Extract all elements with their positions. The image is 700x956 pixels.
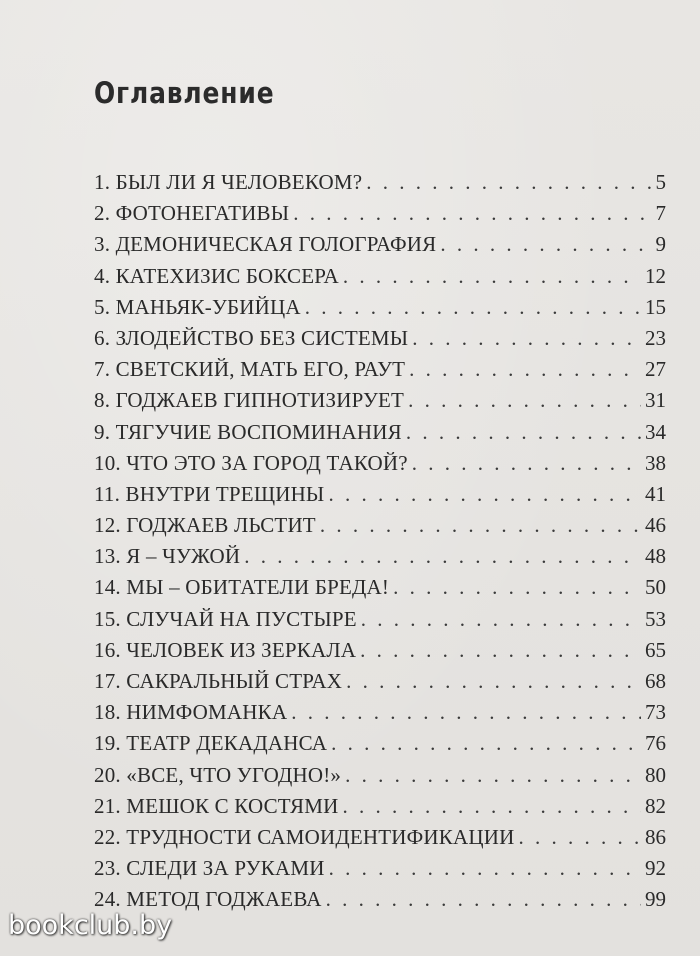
toc-entry xyxy=(94,728,666,759)
toc-entry-title: 21. МЕШОК С КОСТЯМИ xyxy=(94,793,339,818)
toc-leader-dots xyxy=(409,354,641,385)
toc-entry-page: 76 xyxy=(645,731,666,756)
toc-entry-title: 8. ГОДЖАЕВ ГИПНОТИЗИРУЕТ xyxy=(94,388,405,413)
toc-entry xyxy=(94,884,666,915)
toc-entry xyxy=(94,323,666,354)
toc-entry xyxy=(94,572,666,603)
toc-leader-dots xyxy=(412,448,641,479)
toc-leader-dots xyxy=(328,479,641,510)
toc-leader-dots xyxy=(342,791,641,822)
toc-entry xyxy=(94,198,666,229)
toc-entry-page: 73 xyxy=(645,700,666,725)
toc-entry-page: 27 xyxy=(645,357,666,382)
toc-entry-page: 46 xyxy=(645,513,666,538)
toc-entry xyxy=(94,760,666,791)
toc-leader-dots xyxy=(293,198,651,229)
toc-entry-title: 7. СВЕТСКИЙ, МАТЬ ЕГО, РАУТ xyxy=(94,357,406,382)
toc-entry-title: 15. СЛУЧАЙ НА ПУСТЫРЕ xyxy=(94,606,357,631)
toc-entry-title: 12. ГОДЖАЕВ ЛЬСТИТ xyxy=(94,513,316,538)
toc-entry-title: 4. КАТЕХИЗИС БОКСЕРА xyxy=(94,263,339,288)
toc-entry xyxy=(94,354,666,385)
toc-entry xyxy=(94,541,666,572)
toc-entry xyxy=(94,697,666,728)
toc-entry xyxy=(94,261,666,292)
toc-entry-title: 19. ТЕАТР ДЕКАДАНСА xyxy=(94,731,328,756)
toc-entry-page: 38 xyxy=(645,450,666,475)
toc-entry xyxy=(94,229,666,260)
toc-entry-page: 12 xyxy=(645,263,666,288)
toc-entry-page: 34 xyxy=(645,419,666,444)
toc-leader-dots xyxy=(326,884,641,915)
toc-entry-title: 1. БЫЛ ЛИ Я ЧЕЛОВЕКОМ? xyxy=(94,170,363,194)
toc-leader-dots xyxy=(518,822,641,853)
toc-leader-dots xyxy=(244,541,641,572)
toc-entry-title: 14. МЫ – ОБИТАТЕЛИ БРЕДА! xyxy=(94,575,390,600)
toc-entry xyxy=(94,448,666,479)
toc-leader-dots xyxy=(320,510,641,541)
toc-entry-title: 10. ЧТО ЭТО ЗА ГОРОД ТАКОЙ? xyxy=(94,450,408,475)
toc-leader-dots xyxy=(406,417,641,448)
toc-leader-dots xyxy=(305,292,641,323)
toc-entry xyxy=(94,292,666,323)
toc-leader-dots xyxy=(412,323,641,354)
toc-entry xyxy=(94,385,666,416)
toc-entry-title: 16. ЧЕЛОВЕК ИЗ ЗЕРКАЛА xyxy=(94,637,357,662)
toc-entry-page: 82 xyxy=(645,793,666,818)
toc-entry-title: 23. СЛЕДИ ЗА РУКАМИ xyxy=(94,856,325,881)
toc-entry-page: 23 xyxy=(645,325,666,350)
toc-leader-dots xyxy=(440,229,651,260)
toc-entry-title: 17. САКРАЛЬНЫЙ СТРАХ xyxy=(94,669,343,693)
toc-entry-page: 86 xyxy=(645,824,666,849)
toc-entry-page: 65 xyxy=(645,637,666,662)
toc-entry-page: 41 xyxy=(645,481,666,506)
toc-leader-dots xyxy=(345,760,641,791)
toc-entry-title: 24. МЕТОД ГОДЖАЕВА xyxy=(94,887,322,912)
toc-leader-dots xyxy=(408,385,641,416)
toc-entry-title: 18. НИМФОМАНКА xyxy=(94,700,288,725)
toc-entry-title: 20. «ВСЕ, ЧТО УГОДНО!» xyxy=(94,762,342,787)
toc-entry-page: 68 xyxy=(645,669,666,693)
toc-entry xyxy=(94,167,666,198)
toc-leader-dots xyxy=(329,853,641,884)
toc-entry-page: 5 xyxy=(655,170,666,194)
toc-leader-dots xyxy=(360,635,641,666)
toc-leader-dots xyxy=(361,604,641,635)
toc-entry-title: 5. МАНЬЯК-УБИЙЦА xyxy=(94,294,301,319)
toc-leader-dots xyxy=(343,261,641,292)
toc-entry xyxy=(94,479,666,510)
toc-entry-page: 15 xyxy=(645,294,666,319)
toc-entry xyxy=(94,822,666,853)
toc-entry xyxy=(94,417,666,448)
toc-entry-page: 48 xyxy=(645,544,666,569)
toc-entry-page: 99 xyxy=(645,887,666,912)
toc-entry-title: 13. Я – ЧУЖОЙ xyxy=(94,544,241,569)
toc-entry-page: 7 xyxy=(655,201,666,226)
toc-entry xyxy=(94,635,666,666)
toc-entry-title: 2. ФОТОНЕГАТИВЫ xyxy=(94,201,290,226)
toc-leader-dots xyxy=(366,167,651,198)
table-of-contents xyxy=(94,167,666,916)
toc-leader-dots xyxy=(393,572,641,603)
watermark: bookclub.by xyxy=(8,910,173,941)
toc-entry-page: 53 xyxy=(645,606,666,631)
toc-entry xyxy=(94,853,666,884)
toc-entry xyxy=(94,791,666,822)
toc-entry xyxy=(94,510,666,541)
toc-entry xyxy=(94,666,666,697)
toc-entry-page: 31 xyxy=(645,388,666,413)
toc-entry-title: 6. ЗЛОДЕЙСТВО БЕЗ СИСТЕМЫ xyxy=(94,325,409,350)
toc-leader-dots xyxy=(291,697,641,728)
toc-entry-title: 3. ДЕМОНИЧЕСКАЯ ГОЛОГРАФИЯ xyxy=(94,232,437,257)
toc-entry-title: 22. ТРУДНОСТИ САМОИДЕНТИФИКАЦИИ xyxy=(94,824,515,849)
page-title: Оглавление xyxy=(94,76,275,110)
toc-entry-page: 50 xyxy=(645,575,666,600)
toc-entry-page: 92 xyxy=(645,856,666,881)
toc-entry xyxy=(94,604,666,635)
toc-entry-title: 9. ТЯГУЧИЕ ВОСПОМИНАНИЯ xyxy=(94,419,402,444)
toc-leader-dots xyxy=(331,728,641,759)
toc-entry-page: 9 xyxy=(655,232,666,257)
toc-entry-title: 11. ВНУТРИ ТРЕЩИНЫ xyxy=(94,481,325,506)
toc-leader-dots xyxy=(346,666,641,697)
toc-entry-page: 80 xyxy=(645,762,666,787)
